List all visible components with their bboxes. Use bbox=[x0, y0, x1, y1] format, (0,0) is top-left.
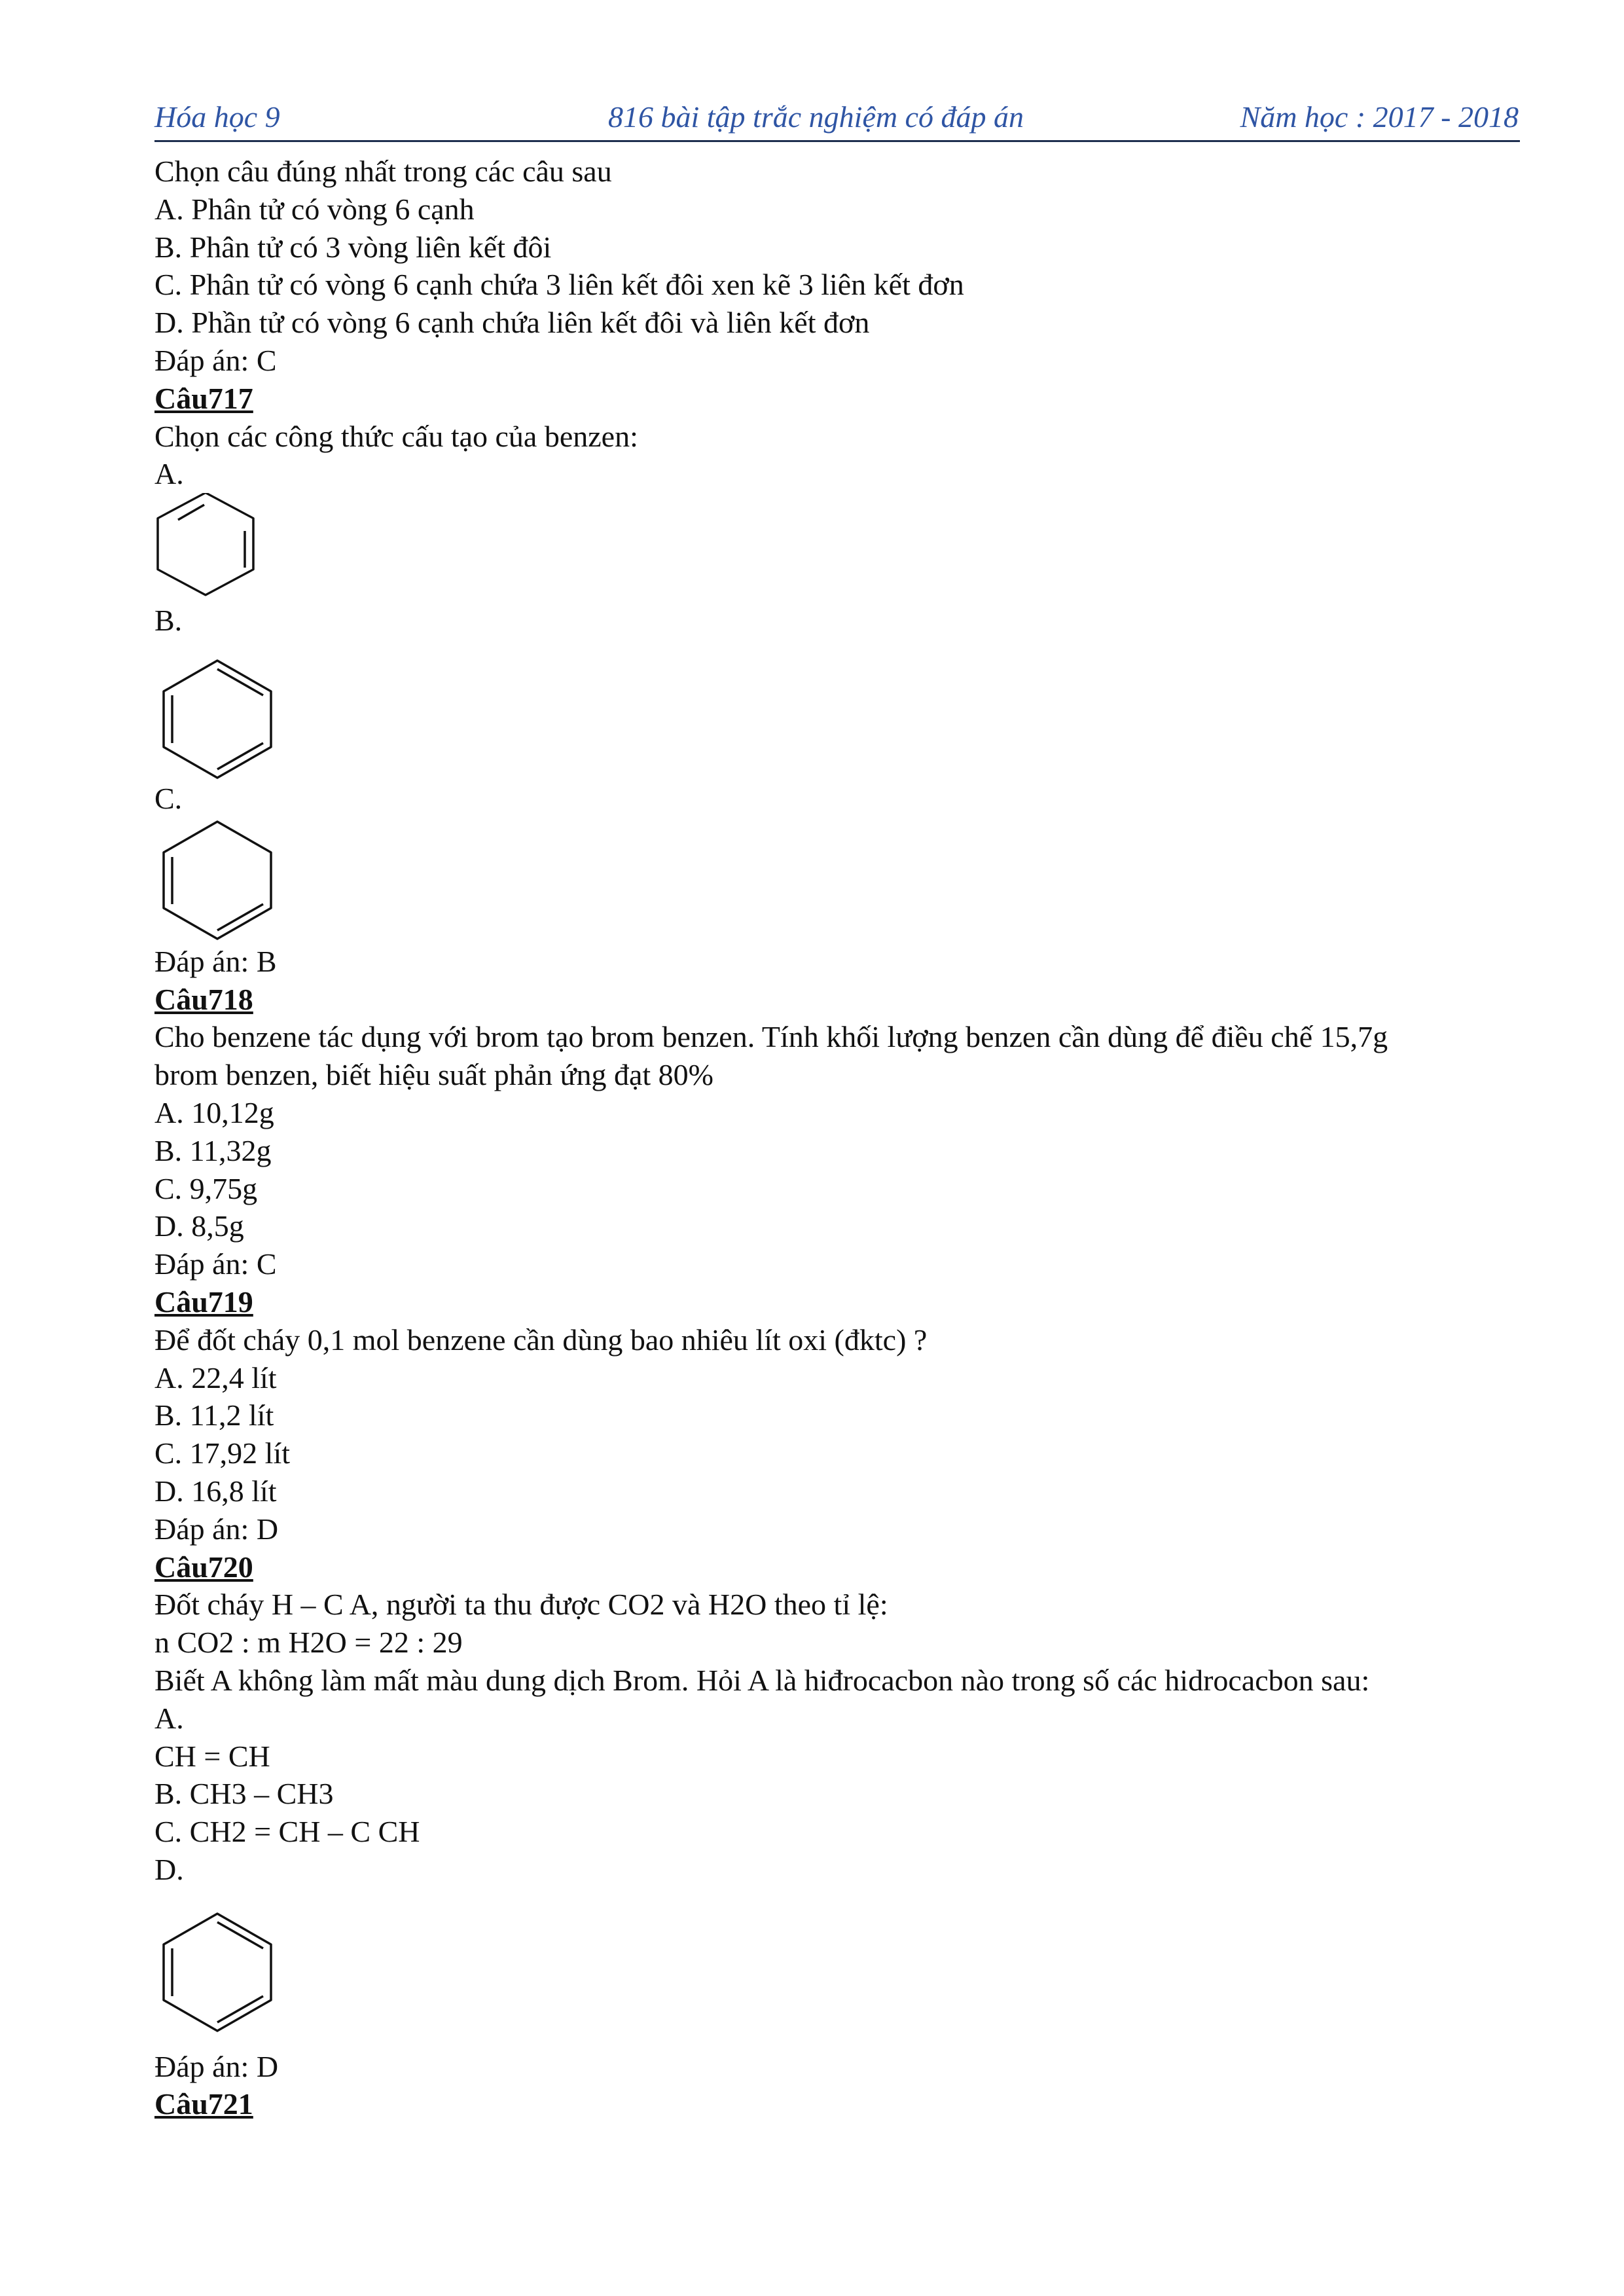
q717-heading: Câu717 bbox=[154, 381, 253, 415]
page-header bbox=[154, 96, 1520, 142]
q720-prompt-1: Đốt cháy H – C A, người ta thu được CO2 và H2O theo tỉ lệ: bbox=[154, 1588, 888, 1622]
q719-option-c: C. 17,92 lít bbox=[154, 1436, 291, 1470]
q717-option-c: C. bbox=[154, 781, 183, 815]
q718-heading: Câu718 bbox=[154, 982, 253, 1016]
q720-answer: Đáp án: D bbox=[154, 2049, 279, 2083]
q717-option-a: A. bbox=[154, 457, 184, 491]
benzene-structure-icon bbox=[154, 640, 285, 780]
q718-option-b: B. 11,32g bbox=[154, 1133, 272, 1167]
q716-option-a: A. Phân tử có vòng 6 cạnh bbox=[154, 192, 475, 226]
q718-answer: Đáp án: C bbox=[154, 1247, 277, 1281]
q716-answer: Đáp án: C bbox=[154, 343, 277, 377]
q718-option-c: C. 9,75g bbox=[154, 1171, 258, 1205]
header-year: Năm học : 2017 - 2018 bbox=[1240, 100, 1519, 134]
q718-prompt-2: brom benzen, biết hiệu suất phản ứng đạt 80% bbox=[154, 1058, 713, 1092]
q719-heading: Câu719 bbox=[154, 1285, 253, 1319]
q717-structure-b bbox=[154, 640, 1523, 780]
q717-prompt: Chọn các công thức cấu tạo của benzen: bbox=[154, 419, 638, 453]
q717-option-b: B. bbox=[154, 604, 183, 638]
q720-structure-d bbox=[154, 1889, 1523, 2048]
header-subject: Hóa học 9 bbox=[154, 100, 280, 134]
q716-prompt: Chọn câu đúng nhất trong các câu sau bbox=[154, 155, 612, 188]
q720-option-a-label: A. bbox=[154, 1701, 184, 1735]
q717-structure-c bbox=[154, 818, 1523, 943]
q719-answer: Đáp án: D bbox=[154, 1512, 279, 1546]
header-title: 816 bài tập trắc nghiệm có đáp án bbox=[608, 100, 1024, 134]
q720-option-a-formula: CH = CH bbox=[154, 1739, 270, 1773]
q720-prompt-3: Biết A không làm mất màu dung dịch Brom. Hỏi A là hiđrocacbon nào trong số các hidrocacbon sau: bbox=[154, 1663, 1370, 1697]
q717-answer: Đáp án: B bbox=[154, 944, 277, 978]
q716-option-b: B. Phân tử có 3 vòng liên kết đôi bbox=[154, 230, 552, 264]
q719-prompt: Để đốt cháy 0,1 mol benzene cần dùng bao nhiêu lít oxi (đktc) ? bbox=[154, 1322, 928, 1357]
q718-option-d: D. 8,5g bbox=[154, 1209, 244, 1243]
q720-option-b: B. CH3 – CH3 bbox=[154, 1777, 334, 1811]
q719-option-b: B. 11,2 lít bbox=[154, 1398, 274, 1432]
q720-option-d: D. bbox=[154, 1852, 184, 1886]
q718-prompt-1: Cho benzene tác dụng với brom tạo brom benzen. Tính khối lượng benzen cần dùng để điều chế 15,7g bbox=[154, 1020, 1388, 1054]
q718-option-a: A. 10,12g bbox=[154, 1095, 274, 1129]
benzene-structure-icon bbox=[154, 1889, 285, 2048]
q719-option-a: A. 22,4 lít bbox=[154, 1360, 277, 1394]
q720-heading: Câu720 bbox=[154, 1550, 253, 1584]
q717-structure-a bbox=[154, 493, 1523, 602]
document-body bbox=[154, 153, 1523, 2123]
q721-heading: Câu721 bbox=[154, 2087, 253, 2121]
cyclohexadiene-structure-icon bbox=[154, 493, 285, 602]
q720-option-c: C. CH2 = CH – C CH bbox=[154, 1815, 420, 1849]
q720-prompt-2: n CO2 : m H2O = 22 : 29 bbox=[154, 1626, 463, 1660]
q719-option-d: D. 16,8 lít bbox=[154, 1474, 277, 1508]
q716-option-d: D. Phần tử có vòng 6 cạnh chứa liên kết đôi và liên kết đơn bbox=[154, 306, 870, 340]
cyclohexadiene-alt-structure-icon bbox=[154, 818, 285, 943]
q716-option-c: C. Phân tử có vòng 6 cạnh chứa 3 liên kết đôi xen kẽ 3 liên kết đơn bbox=[154, 268, 964, 302]
